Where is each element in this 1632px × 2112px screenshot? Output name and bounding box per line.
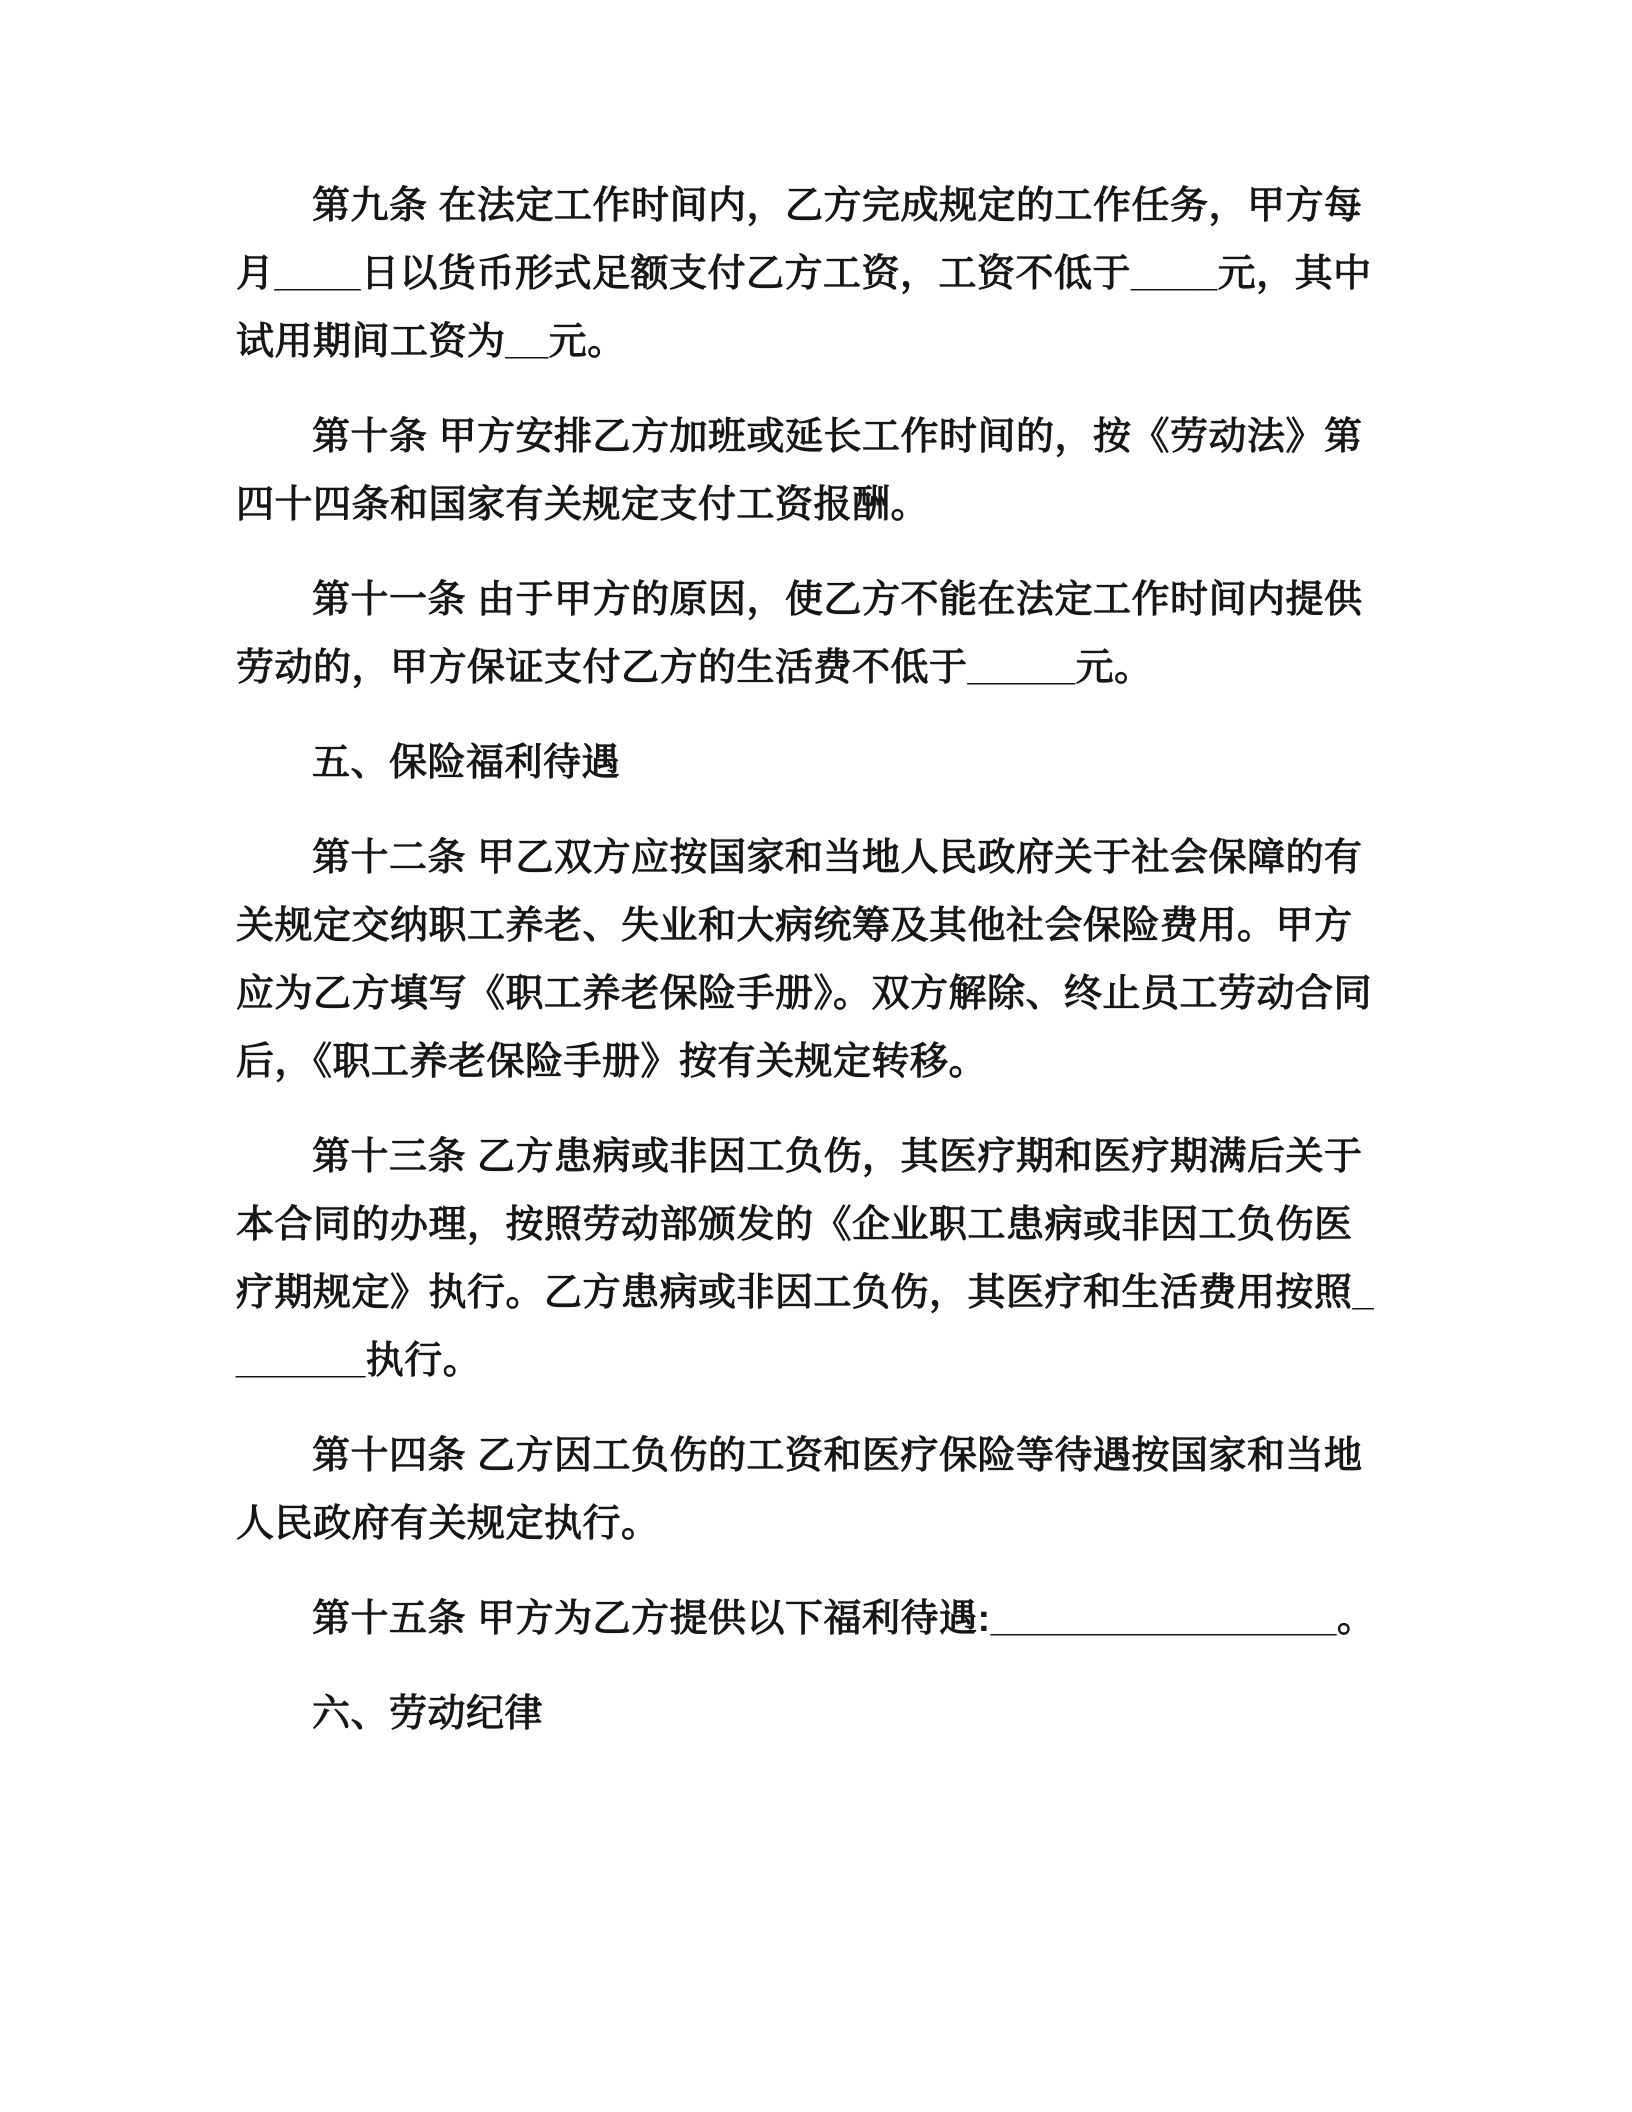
clause-14-paragraph: 第十四条 乙方因工负伤的工资和医疗保险等待遇按国家和当地人民政府有关规定执行。 (236, 1435, 1363, 1545)
clause-11-paragraph: 第十一条 由于甲方的原因，使乙方不能在法定工作时间内提供劳动的，甲方保证支付乙方的生活费不低于_____元。 (236, 579, 1363, 689)
clause-13-paragraph: 第十三条 乙方患病或非因工负伤，其医疗期和医疗期满后关于本合同的办理，按照劳动部颁发的《企业职工患病或非因工负伤医疗期规定》执行。乙方患病或非因工负伤，其医疗和生活费用按照_______执行。 (236, 1136, 1375, 1382)
clause-15-paragraph: 第十五条 甲方为乙方提供以下福利待遇:________________。 (312, 1598, 1376, 1640)
contract-body (236, 172, 1384, 1748)
clause-10-paragraph: 第十条 甲方安排乙方加班或延长工作时间的，按《劳动法》第四十四条和国家有关规定支付工资报酬。 (236, 416, 1363, 526)
clause-9-paragraph: 第九条 在法定工作时间内，乙方完成规定的工作任务，甲方每月____日以货币形式足额支付乙方工资，工资不低于____元，其中试用期间工资为__元。 (236, 185, 1372, 363)
section-6-heading: 六、劳动纪律 (312, 1693, 544, 1735)
section-5-heading: 五、保险福利待遇 (312, 742, 621, 784)
clause-12-paragraph: 第十二条 甲乙双方应按国家和当地人民政府关于社会保障的有关规定交纳职工养老、失业和大病统筹及其他社会保险费用。甲方应为乙方填写《职工养老保险手册》。双方解除、终止员工劳动合同后，《职工养老保险手册》按有关规定转移。 (236, 837, 1373, 1083)
